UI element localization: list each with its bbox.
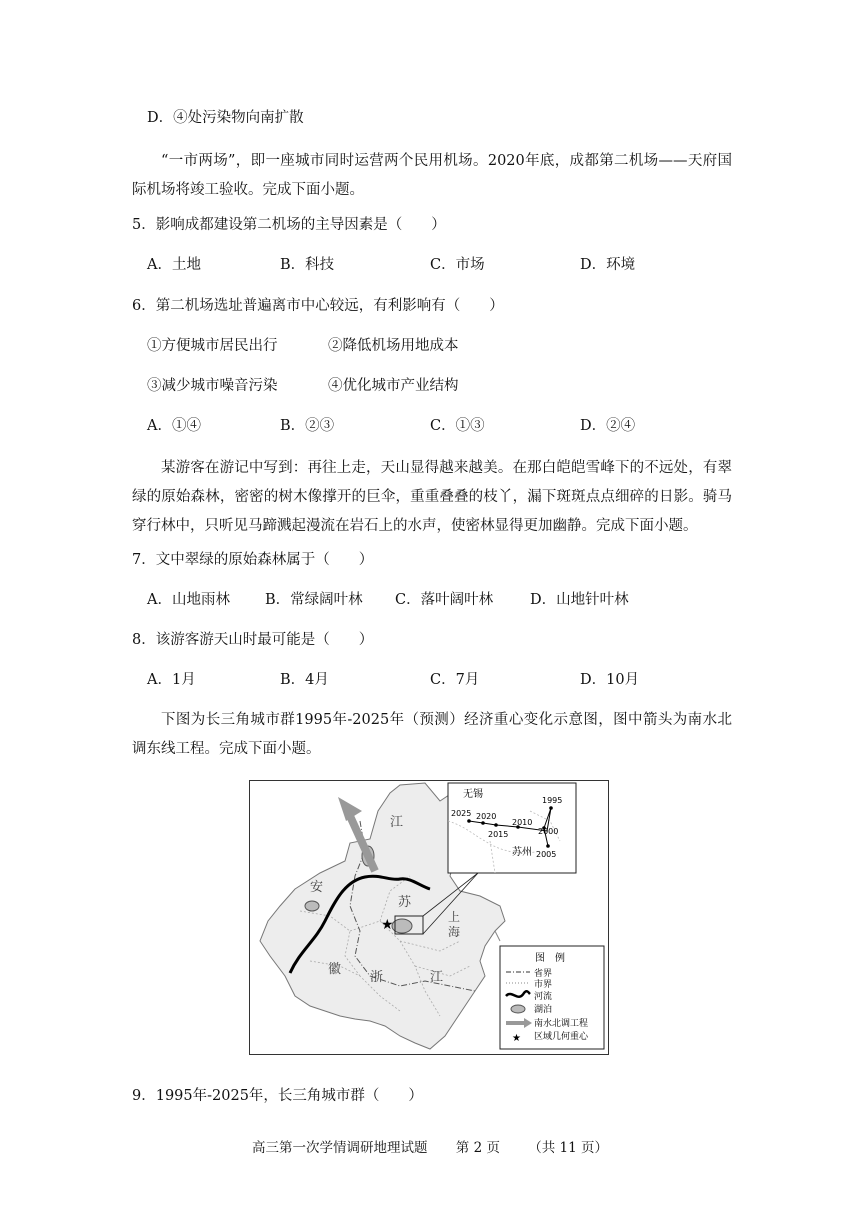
province-label-an: 安 <box>310 880 324 895</box>
q6-stem: 6．第二机场选址普遍离市中心较远，有利影响有（ ） <box>132 298 504 314</box>
svg-text:市界: 市界 <box>534 980 553 990</box>
legend-title: 图 例 <box>535 953 565 964</box>
q7-option-c: C．落叶阔叶林 <box>395 592 494 608</box>
province-label-hui: 徽 <box>328 962 342 977</box>
inset-city: 苏州 <box>512 847 532 858</box>
province-label-hai: 海 <box>448 925 461 939</box>
passage-yangtze-delta: 下图为长三角城市群1995年-2025年（预测）经济重心变化示意图，图中箭头为南水北调东线工程。完成下面小题。 <box>132 712 732 757</box>
footer-page: 第 2 页 <box>455 1140 500 1156</box>
svg-text:2020: 2020 <box>476 812 497 821</box>
q7-stem: 7．文中翠绿的原始森林属于（ ） <box>132 552 374 568</box>
map-legend <box>500 946 604 1049</box>
page-footer <box>0 1136 860 1156</box>
q6-option-a: A．①④ <box>147 418 201 434</box>
svg-text:省界: 省界 <box>534 969 553 979</box>
q5-option-b: B．科技 <box>280 257 335 273</box>
q8-option-b: B．4月 <box>280 672 329 688</box>
q8-option-d: D．10月 <box>580 672 640 688</box>
inset-title: 无锡 <box>463 789 483 800</box>
q7-option-d: D．山地针叶林 <box>530 592 629 608</box>
q6-item-4: ④优化城市产业结构 <box>328 378 459 394</box>
svg-text:南水北调工程: 南水北调工程 <box>534 1019 589 1029</box>
passage-airport: “一市两场”，即一座城市同时运营两个民用机场。2020年底，成都第二机场——天府国际机场将竣工验收。完成下面小题。 <box>132 153 732 198</box>
q9-stem: 9．1995年-2025年，长三角城市群（ ） <box>132 1088 423 1104</box>
economic-center-map <box>249 780 609 1055</box>
q6-item-3: ③减少城市噪音污染 <box>147 378 278 394</box>
q6-option-d: D．②④ <box>580 418 636 434</box>
q6-item-1: ①方便城市居民出行 <box>147 338 278 354</box>
q8-option-c: C．7月 <box>430 672 480 688</box>
province-label-jiang2: 江 <box>430 970 444 985</box>
q7-option-b: B．常绿阔叶林 <box>265 592 363 608</box>
svg-text:2025: 2025 <box>451 809 472 818</box>
q5-option-d: D．环境 <box>580 257 636 273</box>
q7-option-a: A．山地雨林 <box>147 592 230 608</box>
province-label-su: 苏 <box>398 895 412 910</box>
svg-text:2000: 2000 <box>538 827 559 836</box>
q6-option-b: B．②③ <box>280 418 335 434</box>
svg-text:区域几何重心: 区域几何重心 <box>534 1032 589 1042</box>
q6-item-2: ②降低机场用地成本 <box>328 338 459 354</box>
q5-option-a: A．土地 <box>147 257 201 273</box>
svg-text:河流: 河流 <box>534 992 553 1002</box>
province-label-shang: 上 <box>448 910 461 924</box>
svg-text:1995: 1995 <box>542 796 563 805</box>
svg-text:湖泊: 湖泊 <box>534 1005 553 1015</box>
svg-text:2005: 2005 <box>536 850 557 859</box>
q4-option-d: D．④处污染物向南扩散 <box>147 110 304 126</box>
footer-total: （共 11 页） <box>528 1140 609 1156</box>
footer-title: 高三第一次学情调研地理试题 <box>251 1140 428 1156</box>
q8-option-a: A．1月 <box>147 672 196 688</box>
q8-stem: 8．该游客游天山时最可能是（ ） <box>132 632 374 648</box>
svg-text:2015: 2015 <box>488 830 509 839</box>
svg-text:★: ★ <box>512 1033 521 1044</box>
q5-stem: 5．影响成都建设第二机场的主导因素是（ ） <box>132 217 446 233</box>
q6-option-c: C．①③ <box>430 418 485 434</box>
province-label-zhe: 浙 <box>370 970 384 985</box>
svg-text:2010: 2010 <box>512 818 533 827</box>
province-label-jiang1: 江 <box>390 815 404 830</box>
inset-map <box>448 783 576 873</box>
passage-tianshan: 某游客在游记中写到：再往上走，天山显得越来越美。在那白皑皑雪峰下的不远处，有翠绿的原始森林，密密的树木像撑开的巨伞，重重叠叠的枝丫，漏下斑斑点点细碎的日影。骑马穿行林中，只听见马蹄溅起漫流在岩石上的水声，使密林显得更加幽静。完成下面小题。 <box>132 460 732 534</box>
center-star-icon: ★ <box>381 917 394 933</box>
q5-option-c: C．市场 <box>430 257 485 273</box>
